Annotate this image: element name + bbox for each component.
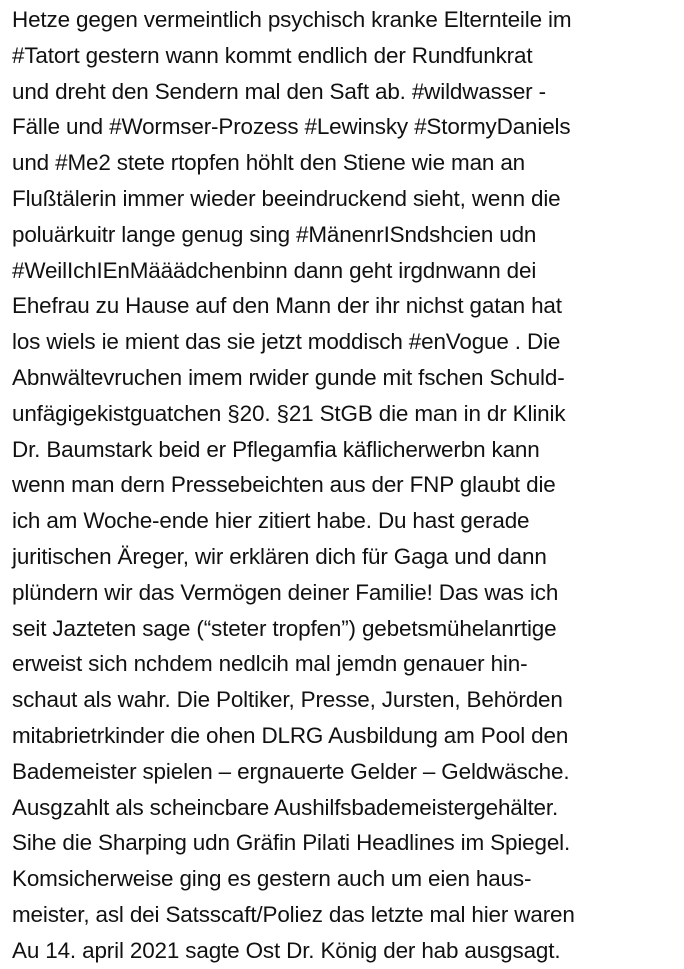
text-line: Bademeister spielen – ergnauerte Gelder – Geldwäsche. bbox=[12, 758, 570, 784]
text-line: plündern wir das Vermögen deiner Familie! Das was ich bbox=[12, 579, 559, 605]
text-line: seit Jazteten sage (“steter tropfen”) gebetsmühelanrtige bbox=[12, 615, 557, 641]
text-line: Fälle und #Wormser-Prozess #Lewinsky #StormyDaniels bbox=[12, 114, 571, 140]
text-line: Sihe die Sharping udn Gräfin Pilati Headlines im Spiegel. bbox=[12, 830, 571, 856]
text-line: Ausgzahlt als scheincbare Aushilfsbademeistergehälter. bbox=[12, 794, 559, 820]
text-line: Flußtälerin immer wieder beeindruckend sieht, wenn die bbox=[12, 185, 561, 211]
text-line: los wiels ie mient das sie jetzt moddisch #enVogue . Die bbox=[12, 329, 561, 355]
text-line: Au 14. april 2021 sagte Ost Dr. König der hab ausgsagt. bbox=[12, 937, 561, 963]
text-line: Abnwältevruchen imem rwider gunde mit fschen Schuld- bbox=[12, 364, 565, 390]
text-line: #WeilIchIEnMääädchenbinn dann geht irgdnwann dei bbox=[12, 257, 537, 283]
text-line: und dreht den Sendern mal den Saft ab. #wildwasser - bbox=[12, 78, 546, 104]
text-line: Dr. Baumstark beid er Pflegamfia käflicherwerbn kann bbox=[12, 436, 540, 462]
text-line: und #Me2 stete rtopfen höhlt den Stiene wie man an bbox=[12, 150, 526, 176]
text-line: #Tatort gestern wann kommt endlich der Rundfunkrat bbox=[12, 42, 533, 68]
text-line: unfägigekistguatchen §20. §21 StGB die man in dr Klinik bbox=[12, 400, 566, 426]
text-line: juritischen Äreger, wir erklären dich für Gaga und dann bbox=[12, 543, 547, 569]
text-line: meister, asl dei Satsscaft/Poliez das letzte mal hier waren bbox=[12, 901, 575, 927]
text-line: schaut als wahr. Die Poltiker, Presse, Jursten, Behörden bbox=[12, 687, 563, 713]
text-line: erweist sich nchdem nedlcih mal jemdn genauer hin- bbox=[12, 651, 528, 677]
text-line: mitabrietrkinder die ohen DLRG Ausbildung am Pool den bbox=[12, 722, 569, 748]
text-line: Ehefrau zu Hause auf den Mann der ihr nichst gatan hat bbox=[12, 293, 562, 319]
document-page bbox=[12, 2, 680, 963]
text-line: ich am Woche-ende hier zitiert habe. Du hast gerade bbox=[12, 508, 530, 534]
text-line: wenn man dern Pressebeichten aus der FNP glaubt die bbox=[12, 472, 556, 498]
text-line: Hetze gegen vermeintlich psychisch kranke Elternteile im bbox=[12, 7, 572, 32]
text-line: Komsicherweise ging es gestern auch um eien haus- bbox=[12, 866, 532, 892]
text-line: poluärkuitr lange genug sing #MänenrISndshcien udn bbox=[12, 221, 537, 247]
